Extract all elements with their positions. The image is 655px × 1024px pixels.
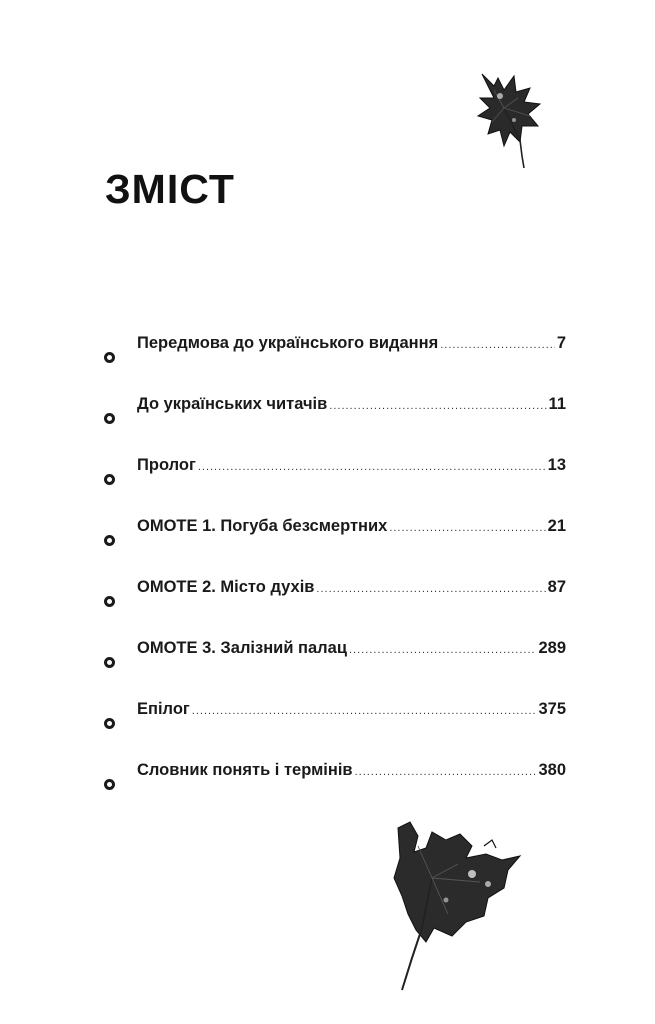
toc-entry[interactable] (104, 578, 566, 639)
toc-entry-title: Передмова до українського видання (137, 334, 439, 352)
toc-entry[interactable] (104, 517, 566, 578)
circle-bullet-icon (104, 535, 115, 546)
circle-bullet-icon (104, 474, 115, 485)
toc-entry-title: До українських читачів (137, 395, 328, 413)
toc-entry-page: 87 (547, 578, 566, 596)
dot-leader (389, 522, 545, 534)
dot-leader (349, 644, 536, 656)
circle-bullet-icon (104, 657, 115, 668)
toc-entry-title: OMOTE 2. Місто духів (137, 578, 315, 596)
toc-entry-page: 289 (538, 639, 566, 657)
circle-bullet-icon (104, 352, 115, 363)
toc-entry-page: 11 (548, 395, 566, 413)
toc-entry[interactable] (104, 761, 566, 822)
circle-bullet-icon (104, 413, 115, 424)
toc-entry-title: OMOTE 3. Залізний палац (137, 639, 347, 657)
dot-leader (440, 339, 555, 351)
toc-entry-title: Епілог (137, 700, 190, 718)
withered-leaf-icon (388, 818, 528, 996)
circle-bullet-icon (104, 718, 115, 729)
dot-leader (329, 400, 546, 412)
toc-entry[interactable] (104, 639, 566, 700)
dot-leader (198, 461, 546, 473)
circle-bullet-icon (104, 779, 115, 790)
toc-entry[interactable] (104, 700, 566, 761)
toc-entry[interactable] (104, 395, 566, 456)
toc-entry-page: 21 (547, 517, 566, 535)
toc-entry[interactable] (104, 334, 566, 395)
toc-entry-page: 375 (538, 700, 566, 718)
dot-leader (355, 766, 537, 778)
toc-entry-page: 7 (556, 334, 566, 352)
toc-entry-title: Словник понять і термінів (137, 761, 353, 779)
maple-leaf-icon (474, 68, 546, 170)
circle-bullet-icon (104, 596, 115, 607)
toc-entry[interactable] (104, 456, 566, 517)
toc-entry-page: 13 (547, 456, 566, 474)
toc-entry-title: OMOTE 1. Погуба безсмертних (137, 517, 388, 535)
page-title: ЗМІСТ (105, 166, 235, 212)
table-of-contents (104, 334, 566, 822)
dot-leader (316, 583, 545, 595)
dot-leader (192, 705, 537, 717)
toc-entry-title: Пролог (137, 456, 196, 474)
toc-entry-page: 380 (538, 761, 566, 779)
